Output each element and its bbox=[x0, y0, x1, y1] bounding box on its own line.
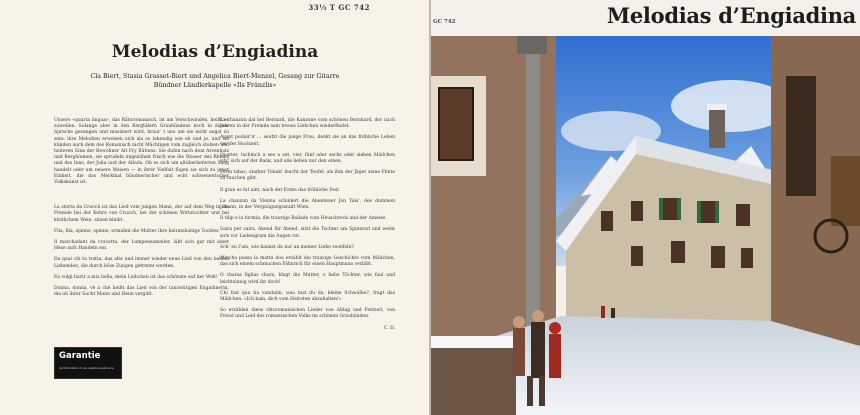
liner-paragraph: Eu volgl havir a mia bella, mein Liebchen ist das schönste auf der Welt! bbox=[54, 274, 218, 280]
liner-paragraph: Saira per saira, Abend für Abend, sitzt die Tochter am Spinnrad und weint sich vor Liebesgram die Augen rot. bbox=[220, 227, 395, 239]
liner-paragraph: Avant pudair’ir … seufzt die junge Frau, denkt sie an das fröhliche Leben vor der Hochzeit. bbox=[220, 135, 395, 147]
front-title: Melodias d’Engiadina bbox=[606, 3, 856, 28]
liner-paragraph: So erzählen diese rätoromanischen Lieder von Alltag und Festzeit, von Freud und Leid des romantischen Volks im schönen Graubünden. bbox=[220, 308, 395, 320]
liner-paragraph: Ferm tabac, starker Tobak! feucht der Teufel, als ihm der Jäger seine Flinte zu rauchen gibt. bbox=[220, 170, 395, 182]
cover-photo bbox=[431, 36, 860, 415]
logo-word: Garantie bbox=[59, 351, 101, 361]
liner-paragraph: Donna, donna, vè a chè heißt das Lied von der tanzwütigen Engadinerin, die ob ihrer Sucht Mann und Heim vergißt. bbox=[54, 286, 229, 298]
front-cover bbox=[431, 0, 860, 415]
liner-paragraph: Mincha passa la matta dou erzählt die traurige Geschichte vom Mädchen, das sich einem schmucken Fähnrich für einen Hauptmann verläßt. bbox=[220, 256, 395, 268]
liner-paragraph: Fila, fila, spinne, spinne, ermahnt die Mutter ihre heiratslustige Tochter. bbox=[54, 228, 220, 234]
performers-line-2: Bündner Ländlerkapelle «Ils Fränzlis» bbox=[153, 82, 277, 89]
garantie-logo bbox=[54, 347, 122, 379]
liner-paragraph: La chanzun da Vienna schildert die Abenteuer Jon Taïs’, des dummen Johann, in der Vergnügungsstadt Wien. bbox=[220, 198, 395, 211]
liner-paragraph: Unsere «quarta lingua», das Rätoromanisch, ist am Verschwinden, heißt es zuweilen. Solange aber in den Bergtälern Graubündens noch in dieser Sprache gesungen und musiziert wird, braut’ t uns um sie nicht angst zu sein: ihre Melodien erweisen sich als so lebendig wie eh und je, und sie künden auch dem des Romanisch nicht Mächtigen vom zugleich stolzen und heiteren Sinn der Bewohner Alt Fry Rätiens. Sie dufen nach dem Arvenholz und Bergblumen, sie sprudeln ungezähmt frisch wie die Wasser des Rheins und des Inns, der Julia und der Albula. Ob es sich um altüberlieferten Sang handelt oder um neuere Weisen — in ihrer Vielfalt fügen sie sich zu jener Einheit, die das Merkmal bündnerischer und echt schweizerischer Volkskunst ist. bbox=[54, 118, 229, 186]
liner-paragraph: Il marchadant da cravatta, der Lumpensammler, läßt sich gar mit einer Hexe aufs Handeln ein. bbox=[54, 240, 229, 252]
liner-notes-left bbox=[54, 118, 229, 303]
liner-paragraph: Il gran es fat aint, nach der Ernte das fröhliche Fest. bbox=[220, 187, 341, 193]
liner-paragraph: Il tilip e la furmia, die traurige Ballade vom Heuschreck und der Ameise. bbox=[220, 216, 387, 222]
liner-paragraph: La chanzun dal bel Bernard, die Kanzone vom schönen Bernhard, der nach Jahren in der Fremde sein treues Liebchen wiederfindet. bbox=[220, 118, 395, 130]
performers bbox=[0, 72, 430, 90]
liner-paragraph: O charas figlias chara, klagt die Mutter, o liebe Töchter, wie faul und leichtsinnig wird ihr doch! bbox=[220, 273, 395, 285]
liner-paragraph: Chi fast qua tia vandulin, was tust du da, kleine Schwalbe?, fragt das Mädchen. «Ich kam, dich vom Heiraten abzuhalten!» bbox=[220, 290, 395, 303]
liner-paragraph: Da quai chi ta tratta, das alte und immer wieder neue Lied von den beiden Liebenden, die durch böse Zungen getrennt werden. bbox=[54, 257, 229, 269]
liner-paragraph: Sch’ eu l’am, wie kannst du nur an meiner Liebe zweifeln? bbox=[220, 244, 354, 250]
signature: C. D. bbox=[383, 325, 395, 331]
performers-line-1: Cla Biert, Stasia Grasset-Biert und Angelica Biert-Menzel, Gesang zur Gitarre bbox=[90, 73, 340, 80]
liner-paragraph: Quatter, tschinch u ses u set, vier, fünf oder sechs oder sieben Mädchen sitz’ sich auf der Bank, und alle lieben nur den einen. bbox=[220, 152, 395, 165]
liner-notes-right bbox=[220, 118, 395, 332]
catalog-number: 33⅓ T GC 742 bbox=[308, 3, 370, 12]
back-title: Melodias d’Engiadina bbox=[111, 42, 319, 62]
front-catalog-number: GC 742 bbox=[433, 19, 456, 25]
liner-paragraph: La storta da Cruoch ist das Lied vom jungen Mann, der auf dem Weg in die Fremde bei der Kehre von Cruoch, bei der schönen Wirtstochter und bei köstlichem Wein, sitzen bleibt. bbox=[54, 205, 229, 223]
logo-small-text: de fabrication d’une qualité supérieure bbox=[59, 366, 114, 370]
